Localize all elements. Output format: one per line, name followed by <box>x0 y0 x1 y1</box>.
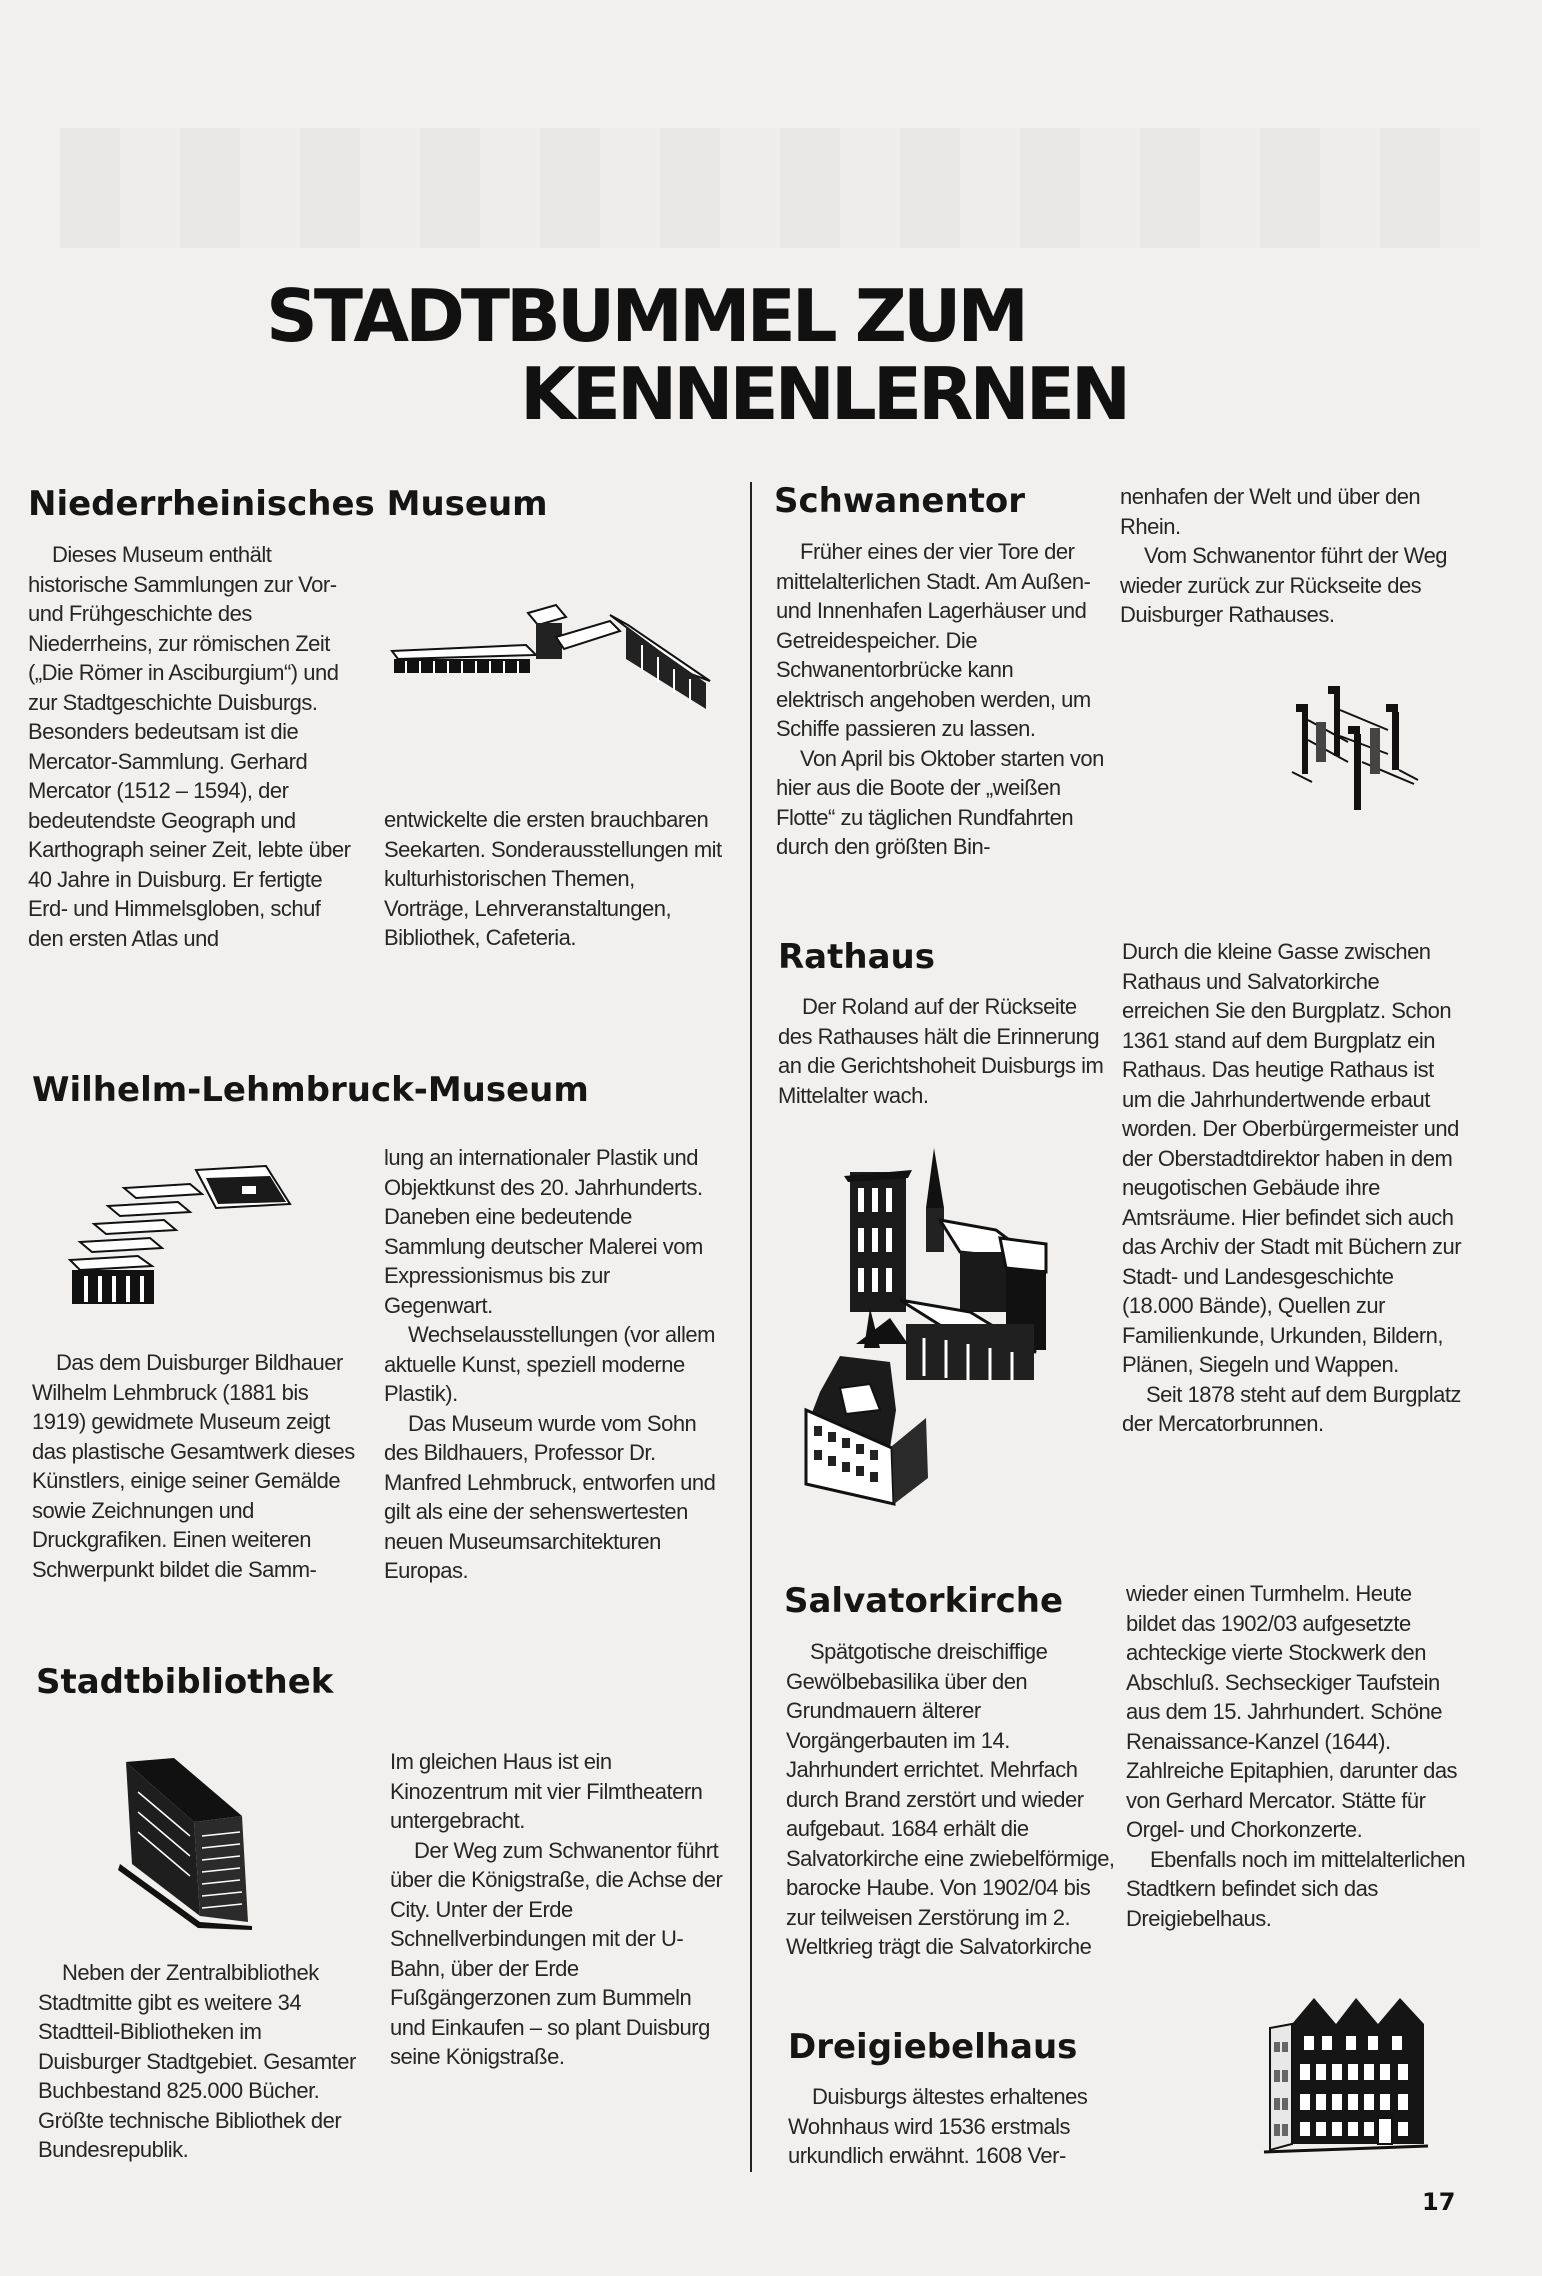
page-number: 17 <box>1422 2188 1456 2216</box>
dreigiebel-text-col1: Duisburgs ältestes erhaltenes Wohnhaus wird 1536 erstmals urkundlich erwähnt. 1608 Ver- <box>788 2084 1088 2168</box>
lehmbruck-text-col1: Das dem Duisburger Bildhauer Wilhelm Lehmbruck (1881 bis 1919) gewidmete Museum zeigt das plastische Gesamtwerk dieses Künstlers, einige seiner Gemälde sowie Zeichnungen und Druckgrafiken. Einen weiteren Schwerpunkt bildet die Samm- <box>32 1350 355 1582</box>
heading-wilhelm-lehmbruck-museum: Wilhelm-Lehmbruck-Museum <box>32 1070 589 1110</box>
bleed-through-shadow <box>60 128 1480 248</box>
lehmbruck-text-col2: lung an internationaler Plastik und Objektkunst des 20. Jahrhunderts. Daneben eine bedeutende Sammlung deutscher Malerei vom Expressionismus bis zur Gegenwart. Wechselausstellungen (vor allem aktuelle Kunst, speziell moderne Plastik). Das Museum wurde vom Sohn des Bildhauers, Professor Dr. Manfred Lehmbruck, entworfen und gilt als eine der sehenswertesten neuen Museumsarchitekturen Europas. <box>384 1145 716 1583</box>
heading-stadtbibliothek: Stadtbibliothek <box>36 1662 334 1702</box>
museum-text-col1: Dieses Museum enthält historische Sammlungen zur Vor- und Frühgeschichte des Niederrheins, zur römischen Zeit („Die Römer in Asciburgium“) und zur Stadtgeschichte Duisburgs. Besonders bedeutsam ist die Mercator-Sammlung. Gerhard Mercator (1512 – 1594), der bedeutendste Geograph und Karthograph seiner Zeit, lebte über 40 Jahre in Duisburg. Er fertigte Erd- und Himmelsgloben, schuf den ersten Atlas und <box>28 542 351 951</box>
page-title-line-1: STADTBUMMEL ZUM <box>266 274 1026 358</box>
stadtbibliothek-illustration <box>118 1752 258 1932</box>
heading-rathaus: Rathaus <box>778 937 935 977</box>
schwanentor-text-col2: nenhafen der Welt und über den Rhein. Vom Schwanentor führt der Weg wieder zurück zur Rückseite des Duisburger Rathauses. <box>1120 484 1448 627</box>
museum-text-col2: entwickelte die ersten brauchbaren Seekarten. Sonderausstellungen mit kulturhistorischen Themen, Vorträge, Lehrveranstaltungen, Bibliothek, Cafeteria. <box>384 807 722 950</box>
rathaus-salvatorkirche-illustration <box>800 1148 1050 1508</box>
lehmbruck-museum-illustration <box>66 1162 306 1312</box>
bibliothek-text-col1: Neben der Zentralbibliothek Stadtmitte gibt es weitere 34 Stadtteil-Bibliotheken im Duisburger Stadtgebiet. Gesamter Buchbestand 825.000 Bücher. Größte technische Bibliothek der Bundesrepublik. <box>38 1960 356 2162</box>
heading-dreigiebelhaus: Dreigiebelhaus <box>788 2027 1078 2067</box>
heading-niederrheinisches-museum: Niederrheinisches Museum <box>28 484 548 524</box>
museum-building-illustration <box>388 585 728 715</box>
rathaus-text-col1: Der Roland auf der Rückseite des Rathauses hält die Erinnerung an die Gerichtshoheit Duisburgs im Mittelalter wach. <box>778 994 1104 1108</box>
dreigiebelhaus-illustration <box>1252 1994 1432 2166</box>
rathaus-text-col2: Durch die kleine Gasse zwischen Rathaus und Salvatorkirche erreichen Sie den Burgplatz. Schon 1361 stand auf dem Burgplatz ein Rathaus. Das heutige Rathaus ist um die Jahrhundertwende erbaut worden. Der Oberbürgermeister und der Oberstadtdirektor haben in dem neugotischen Gebäude ihre Amtsräume. Hier befindet sich auch das Archiv der Stadt mit Büchern zur Stadt- und Landesgeschichte (18.000 Bände), Quellen zur Familienkunde, Urkunden, Bildern, Plänen, Siegeln und Wappen. Seit 1878 steht auf dem Burgplatz der Mercatorbrunnen. <box>1122 939 1462 1436</box>
page-title-line-2: KENNENLERNEN <box>520 352 1128 436</box>
bibliothek-text-col2: Im gleichen Haus ist ein Kinozentrum mit vier Filmtheatern untergebracht. Der Weg zum Schwanentor führt über die Königstraße, die Achse der City. Unter der Erde Schnellverbindungen mit der U-Bahn, über der Erde Fußgängerzonen zum Bummeln und Einkaufen – so plant Duisburg seine Königstraße. <box>390 1749 723 2069</box>
schwanentor-illustration <box>1288 680 1422 830</box>
salvator-text-col1: Spätgotische dreischiffige Gewölbebasilika über den Grundmauern älterer Vorgängerbauten im 14. Jahrhundert errichtet. Mehrfach durch Brand zerstört und wieder aufgebaut. 1684 erhält die Salvatorkirche eine zwiebelförmige, barocke Haube. Von 1902/04 bis zur teilweisen Zerstörung im 2. Weltkrieg trägt die Salvatorkirche <box>786 1639 1115 1959</box>
heading-schwanentor: Schwanentor <box>774 481 1026 521</box>
column-divider <box>750 482 752 2172</box>
heading-salvatorkirche: Salvatorkirche <box>784 1581 1064 1621</box>
schwanentor-text-col1: Früher eines der vier Tore der mittelalterlichen Stadt. Am Außen- und Innenhafen Lagerhäuser und Getreidespeicher. Die Schwanentorbrücke kann elektrisch angehoben werden, um Schiffe passieren zu lassen. Von April bis Oktober starten von hier aus die Boote der „weißen Flotte“ zu täglichen Rundfahrten durch den größten Bin- <box>776 539 1104 859</box>
salvator-text-col2: wieder einen Turmhelm. Heute bildet das 1902/03 aufgesetzte achteckige vierte Stockwerk den Abschluß. Sechseckiger Taufstein aus dem 15. Jahrhundert. Schöne Renaissance-Kanzel (1644). Zahlreiche Epitaphien, darunter das von Gerhard Mercator. Stätte für Orgel- und Chorkonzerte. Ebenfalls noch im mittelalterlichen Stadtkern befindet sich das Dreigiebelhaus. <box>1126 1581 1466 1931</box>
